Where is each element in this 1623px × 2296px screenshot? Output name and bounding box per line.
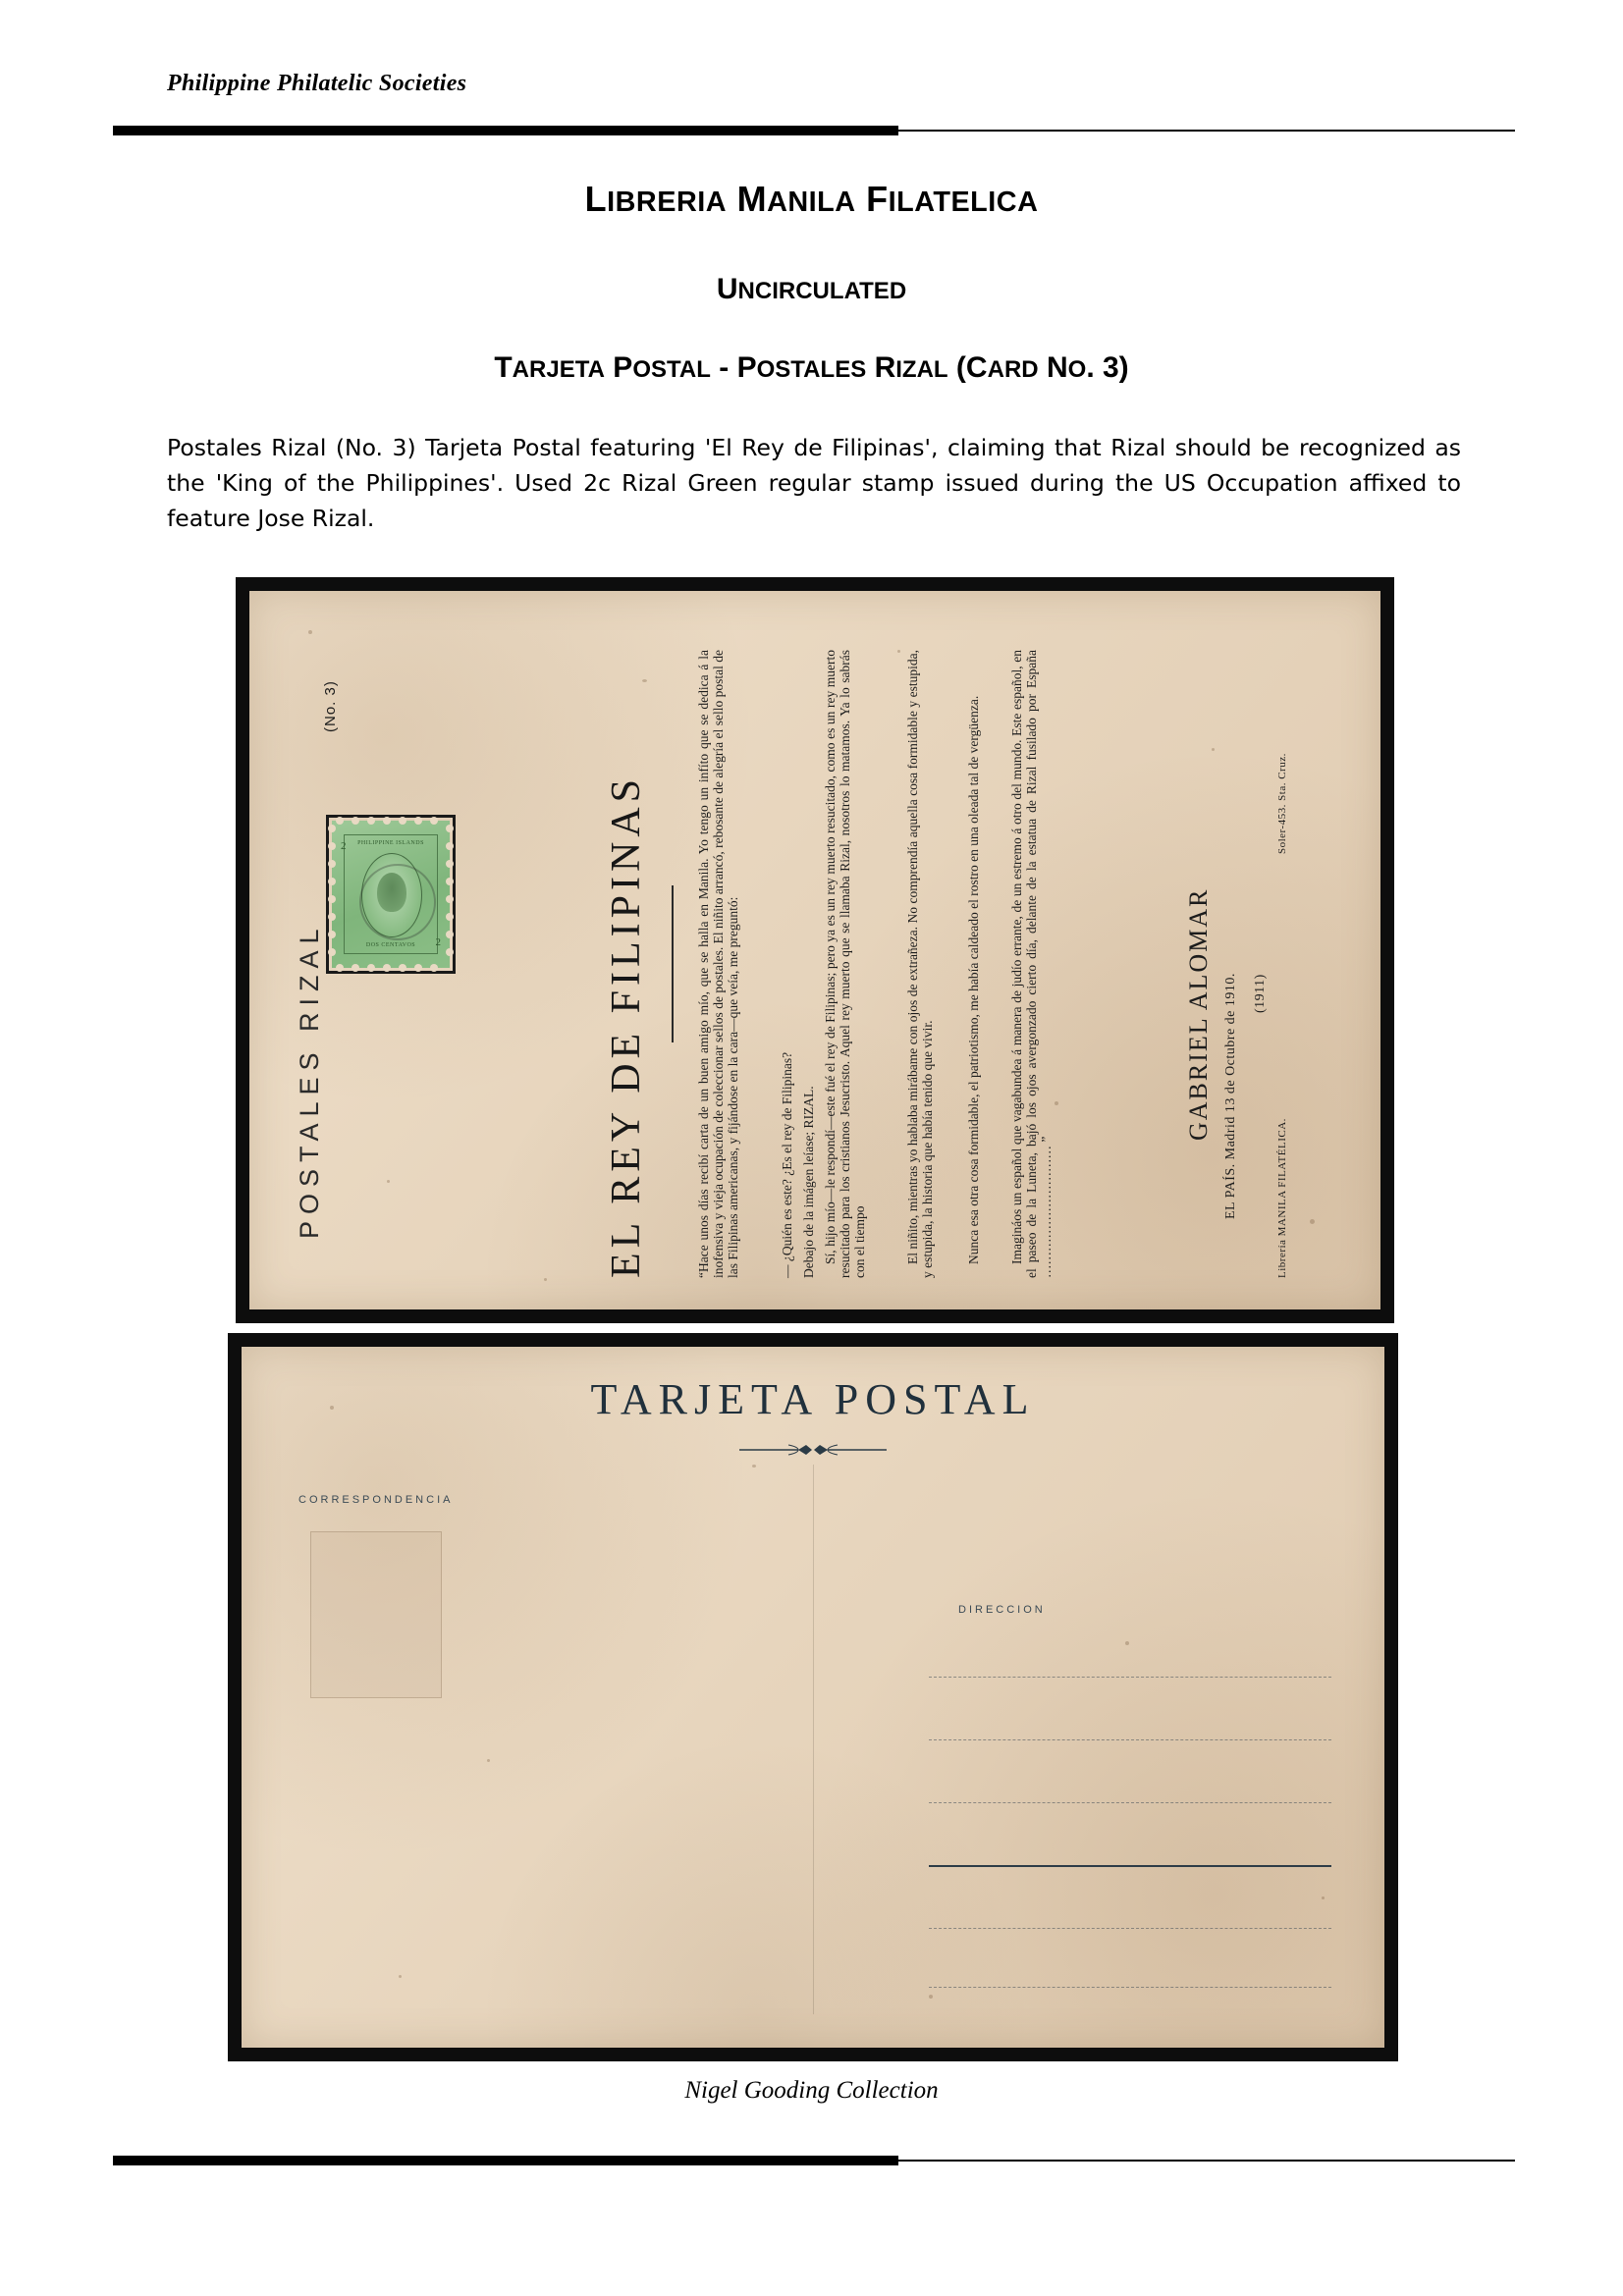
letter-paragraph: Imagináos un español que vagabundea á manera de judío errante, de un estremo á otro del mundo. Este español, en el paseo de la Luneta, bajó los ojos avergonzado cierto día, delante de la estatua de Rizal fusilado por España ………………………… ”: [1009, 650, 1054, 1278]
direccion-label: DIRECCION: [958, 1604, 1046, 1616]
address-line: [929, 1739, 1331, 1740]
letter-paragraph: Nunca esa otra cosa formidable, el patriotismo, me había caldeado el rostro en una oleada tal de vergüenza.: [966, 695, 981, 1264]
subtitle-card-name: TARJETA POSTAL - POSTALES RIZAL (CARD NO. 3): [494, 351, 1129, 384]
ornament-divider-icon: [730, 1441, 896, 1459]
description-paragraph: Postales Rizal (No. 3) Tarjeta Postal featuring 'El Rey de Filipinas', claiming that Rizal should be recognized as the 'King of the Philippines'. Used 2c Rizal Green regular stamp issued during the US Occupation affixed to feature Jose Rizal.: [167, 434, 1461, 532]
letter-column-5: [905, 650, 935, 1278]
series-number: (No. 3): [322, 680, 339, 732]
signature-name: GABRIEL ALOMAR: [1184, 887, 1213, 1141]
stamp-country-text: PHILIPPINE ISLANDS: [357, 840, 424, 846]
series-label: POSTALES RIZAL: [295, 922, 324, 1239]
page-title: LIBRERIA MANILA FILATELICA: [584, 179, 1039, 219]
running-head: Philippine Philatelic Societies: [167, 71, 467, 96]
stamp-value-text: DOS CENTAVOS: [365, 942, 416, 948]
letter-column-7: [1009, 650, 1054, 1278]
stamp-denom-right: 2: [435, 936, 441, 948]
postcard-back-image: [228, 1333, 1398, 2061]
stamp-denom-left: 2: [341, 840, 347, 852]
address-line: [929, 1802, 1331, 1803]
letter-paragraph: Sí, hijo mío—le respondí—este fué el rey de Filipinas; pero ya es un rey muerto resucitado, como es un rey muerto resucitado para los cristianos Jesucristo. Aquel rey muerto que se llamaba Rizal, nosotros lo matamos. Ya lo sabrás con el tiempo: [823, 650, 867, 1278]
letter-paragraph: Debajo de la imágen leíase; RIZAL.: [801, 1086, 816, 1278]
letter-column-1: [696, 650, 740, 1278]
header-rule: [113, 126, 1515, 135]
header-rule-thick: [113, 126, 898, 135]
letter-column-2: [780, 650, 794, 1278]
address-line: [929, 1928, 1331, 1929]
card-headline: EL REY DE FILIPINAS: [604, 774, 649, 1278]
center-divider-line: [813, 1465, 814, 2014]
letter-paragraph: — ¿Quién es este? ¿Es el rey de Filipinas?: [780, 1051, 794, 1278]
footer-rule-thick: [113, 2156, 898, 2165]
letter-column-4: [823, 650, 867, 1278]
letter-paragraph: El niñito, mientras yo hablaba mirábame con ojos de extrañeza. No comprendía aquella cosa formidable y estupida, y estupida, la historia que había tenido que vivir.: [905, 650, 935, 1278]
rizal-green-stamp: [332, 821, 450, 968]
postcard-back-face: [242, 1347, 1384, 2048]
image-caption: Nigel Gooding Collection: [684, 2077, 939, 2104]
letter-paragraph: “Hace unos días recibí carta de un buen amigo mío, que se halla en Manila. Yo tengo un infíto que se dedica á la inofensiva y vieja ocupación de coleccionar sellos de postales. El niñito arrancó, rebosante de alegría el sello postal de las Filipinas americanas, y fijándose en la cara—que veía, me preguntó:: [696, 650, 740, 1278]
letter-column-3: [801, 650, 816, 1278]
stamp-impression-area: [310, 1531, 442, 1698]
address-line-bold: [929, 1865, 1331, 1867]
address-line: [929, 1677, 1331, 1678]
subtitle-uncirculated: UNCIRCULATED: [716, 273, 907, 305]
headline-rule: [672, 885, 674, 1042]
publisher-imprint: Librería MANILA FILATÉLICA.: [1276, 1118, 1288, 1278]
footer-rule: [113, 2156, 1515, 2165]
address-line: [929, 1987, 1331, 1988]
postmark-cancel-icon: [359, 864, 436, 940]
letter-column-6: [966, 650, 981, 1278]
postcard-front-face: [249, 591, 1380, 1309]
tarjeta-postal-title: TARJETA POSTAL: [590, 1375, 1036, 1423]
publisher-address: Soler-453. Sta. Cruz.: [1276, 753, 1288, 854]
correspondencia-label: CORRESPONDENCIA: [298, 1494, 454, 1506]
signature-source: EL PAÍS. Madrid 13 de Octubre de 1910.: [1223, 973, 1238, 1219]
postcard-front-image: [236, 577, 1394, 1323]
signature-year: (1911): [1253, 974, 1268, 1013]
